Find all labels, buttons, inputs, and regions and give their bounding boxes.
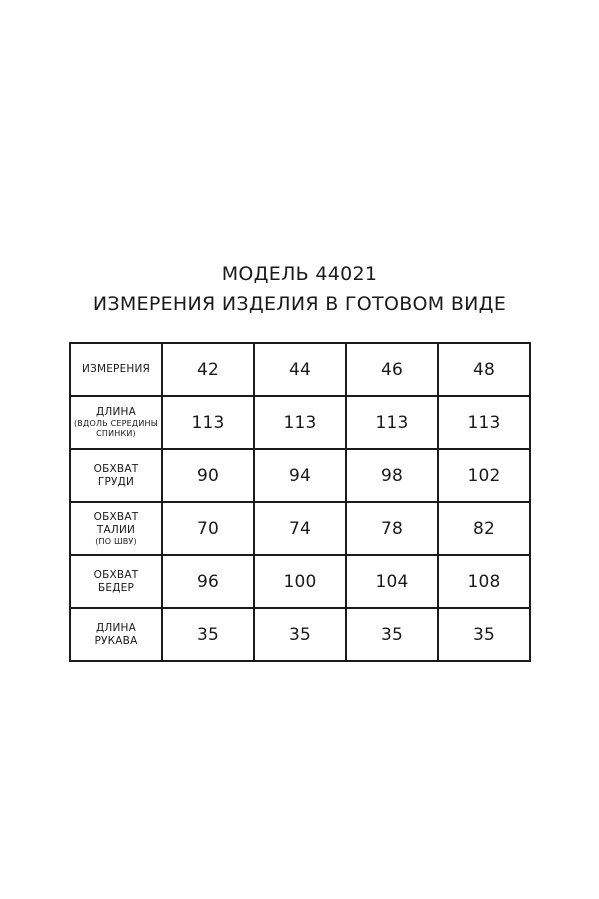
value-cell: 35 (438, 608, 530, 661)
row-label: ОБХВАТ (93, 462, 139, 475)
row-label: БЕДЕР (97, 581, 134, 594)
model-title: МОДЕЛЬ 44021 (221, 263, 378, 285)
row-label-cell (70, 502, 162, 555)
value-cell: 113 (438, 396, 530, 449)
row-label-note: (ВДОЛЬ СЕРЕДИНЫ (73, 419, 159, 428)
row-label-cell (70, 608, 162, 661)
row-label-note: СПИНКИ) (96, 429, 136, 438)
value-cell: 100 (254, 555, 346, 608)
value-cell: 113 (162, 396, 254, 449)
value-cell: 108 (438, 555, 530, 608)
value-cell: 104 (346, 555, 438, 608)
row-label: ТАЛИИ (96, 523, 136, 536)
table-row-sleeve (70, 608, 530, 661)
table-row-chest (70, 449, 530, 502)
value-cell: 102 (438, 449, 530, 502)
value-cell: 94 (254, 449, 346, 502)
table-row-length (70, 396, 530, 449)
value-cell: 35 (346, 608, 438, 661)
value-cell: 113 (254, 396, 346, 449)
table-row-waist (70, 502, 530, 555)
value-cell: 82 (438, 502, 530, 555)
value-cell: 74 (254, 502, 346, 555)
value-cell: 78 (346, 502, 438, 555)
size-value-cell: 42 (162, 343, 254, 396)
row-label: ГРУДИ (97, 475, 135, 488)
row-label: ДЛИНА (95, 621, 137, 634)
row-label: ДЛИНА (95, 406, 137, 418)
value-cell: 70 (162, 502, 254, 555)
row-label-note: (ПО ШВУ) (95, 536, 137, 546)
size-value-cell: 48 (438, 343, 530, 396)
size-value-cell: 46 (346, 343, 438, 396)
value-cell: 35 (254, 608, 346, 661)
size-value-cell: 44 (254, 343, 346, 396)
value-cell: 98 (346, 449, 438, 502)
row-label: РУКАВА (94, 634, 138, 647)
row-label-cell (70, 396, 162, 449)
row-label: ОБХВАТ (93, 568, 139, 581)
table-row-sizes (70, 343, 530, 396)
row-label-cell (70, 449, 162, 502)
value-cell: 35 (162, 608, 254, 661)
row-label-cell (70, 555, 162, 608)
row-label-cell (70, 343, 162, 396)
row-label: ИЗМЕРЕНИЯ (81, 363, 151, 375)
value-cell: 96 (162, 555, 254, 608)
measurements-subtitle: ИЗМЕРЕНИЯ ИЗДЕЛИЯ В ГОТОВОМ ВИДЕ (92, 293, 507, 315)
value-cell: 113 (346, 396, 438, 449)
table-row-hips (70, 555, 530, 608)
value-cell: 90 (162, 449, 254, 502)
size-table (69, 342, 531, 662)
row-label: ОБХВАТ (93, 510, 139, 523)
